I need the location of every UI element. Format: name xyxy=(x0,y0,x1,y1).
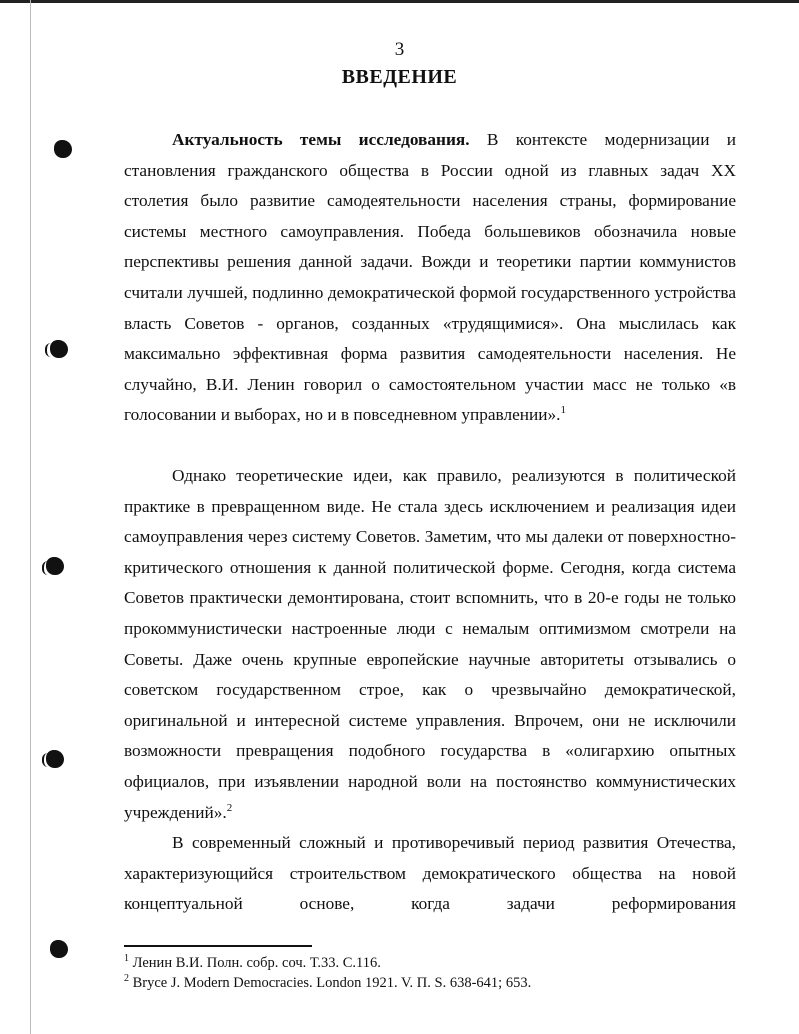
paragraph-text: В контексте модернизации и становления гражданского общества в России одной из главных задач XX столетия было развитие самодеятельности населения страны, формирование системы местного самоуправления. Победа большевиков обозначила новые перспективы решения данной задачи. Вожди и теоретики партии коммунистов считали лучшей, подлинно демократической формой государственного устройства власть Советов - органов, созданных «трудящимися». Она мыслилась как максимально эффективная форма развития самодеятельности населения. Не случайно, В.И. Ленин говорил о самостоятельном участии масс не только «в голосовании и выборах, но и в повседневном управлении». xyxy=(124,130,736,425)
footnote-separator xyxy=(124,945,312,947)
paragraph-lead: Актуальность темы исследования. xyxy=(172,130,470,149)
footnote xyxy=(124,974,531,992)
paragraph-relevance xyxy=(124,125,736,431)
left-margin-line xyxy=(30,0,31,1034)
binder-hole-mark xyxy=(50,340,68,358)
paragraph-theory xyxy=(124,461,736,828)
binder-hole-mark xyxy=(54,140,72,158)
paragraph-text: Однако теоретические идеи, как правило, реализуются в политической практике в превращенном виде. Не стала здесь исключением и реализация идеи самоуправления через систему Советов. Заметим, что мы далеки от поверхностно-критического отношения к данной политической форме. Сегодня, когда система Советов практически демонтирована, стоит вспомнить, что в 20-е годы не только прокоммунистически настроенные люди с немалым оптимизмом смотрели на Советы. Даже очень крупные европейские научные авторитеты отзывались о советском государственном строе, как о чрезвычайно демократической, оригинальной и интересной системе управления. Впрочем, они не исключили возможности превращения подобного государства в «олигархию опытных официалов, при изъявлении народной воли на постоянство коммунистических учреждений». xyxy=(124,466,736,822)
binder-hole-mark xyxy=(46,750,64,768)
footnote-text: Ленин В.И. Полн. собр. соч. Т.33. С.116. xyxy=(129,955,381,971)
binder-hole-mark xyxy=(50,940,68,958)
section-heading: ВВЕДЕНИЕ xyxy=(341,66,458,88)
top-border xyxy=(0,0,799,3)
page-number: 3 xyxy=(394,39,405,60)
footnote-text: Bryce J. Modern Democracies. London 1921. V. П. S. 638-641; 653. xyxy=(129,975,532,991)
binder-hole-mark xyxy=(46,557,64,575)
footnote-mark: 2 xyxy=(124,973,129,985)
footnote-reference: 2 xyxy=(226,801,233,814)
paragraph-text: В современный сложный и противоречивый период развития Отечества, характеризующийся строительством демократического общества на новой концептуальной основе, когда задачи реформирования xyxy=(124,833,736,914)
footnote-reference: 1 xyxy=(560,404,566,417)
footnote-mark: 1 xyxy=(124,953,129,965)
paragraph-modern xyxy=(124,828,736,920)
footnote xyxy=(124,954,381,972)
